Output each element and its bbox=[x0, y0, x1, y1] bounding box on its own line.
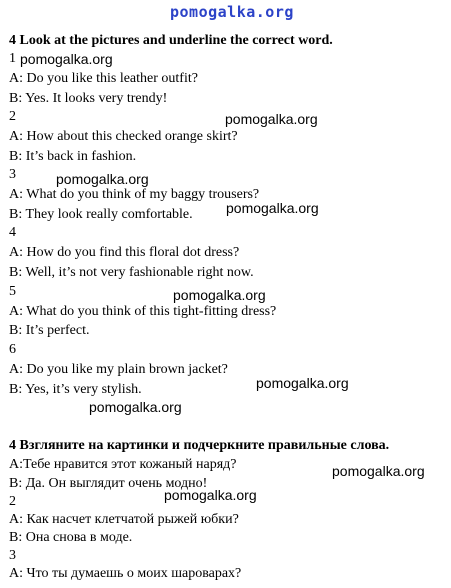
dialog-line-b-6: B: Yes, it’s very stylish. bbox=[9, 382, 142, 397]
dialog-line-b-1: B: Yes. It looks very trendy! bbox=[9, 91, 168, 106]
watermark: pomogalka.org bbox=[56, 171, 149, 187]
dialog-line-a-3: A: What do you think of my baggy trousers? bbox=[9, 187, 260, 202]
dialog-line-b-5: B: It’s perfect. bbox=[9, 323, 90, 338]
item-number-4: 4 bbox=[9, 225, 16, 240]
ru-dialog-line-a-2: A: Как насчет клетчатой рыжей юбки? bbox=[9, 512, 239, 527]
watermark: pomogalka.org bbox=[89, 399, 182, 415]
dialog-line-b-4: B: Well, it’s not very fashionable right now. bbox=[9, 265, 254, 280]
dialog-line-b-2: B: It’s back in fashion. bbox=[9, 149, 137, 164]
watermark-top: pomogalka.org bbox=[170, 3, 294, 21]
item-number-3: 3 bbox=[9, 167, 16, 182]
watermark: pomogalka.org bbox=[332, 463, 425, 479]
item-number-5: 5 bbox=[9, 284, 16, 299]
watermark: pomogalka.org bbox=[226, 200, 319, 216]
item-number-1: 1 bbox=[9, 51, 16, 66]
dialog-line-a-6: A: Do you like my plain brown jacket? bbox=[9, 362, 228, 377]
dialog-line-b-3: B: They look really comfortable. bbox=[9, 207, 193, 222]
dialog-line-a-4: A: How do you find this floral dot dress? bbox=[9, 245, 240, 260]
exercise-heading-russian: 4 Взгляните на картинки и подчеркните правильные слова. bbox=[9, 438, 390, 453]
dialog-line-a-1: A: Do you like this leather outfit? bbox=[9, 71, 198, 86]
ru-dialog-line-a-3: A: Что ты думаешь о моих шароварах? bbox=[9, 566, 242, 581]
ru-item-number-3: 3 bbox=[9, 548, 16, 563]
item-number-2: 2 bbox=[9, 109, 16, 124]
watermark: pomogalka.org bbox=[256, 375, 349, 391]
watermark: pomogalka.org bbox=[164, 487, 257, 503]
dialog-line-a-2: A: How about this checked orange skirt? bbox=[9, 129, 238, 144]
ru-dialog-line-a-1: A:Тебе нравится этот кожаный наряд? bbox=[9, 457, 237, 472]
ru-dialog-line-b-1: B: Да. Он выглядит очень модно! bbox=[9, 476, 208, 491]
watermark: pomogalka.org bbox=[225, 111, 318, 127]
exercise-heading-english: 4 Look at the pictures and underline the correct word. bbox=[9, 33, 333, 48]
ru-dialog-line-b-2: B: Она снова в моде. bbox=[9, 530, 133, 545]
dialog-line-a-5: A: What do you think of this tight-fitting dress? bbox=[9, 304, 277, 319]
ru-item-number-2: 2 bbox=[9, 494, 16, 509]
watermark: pomogalka.org bbox=[20, 51, 113, 67]
watermark: pomogalka.org bbox=[173, 287, 266, 303]
item-number-6: 6 bbox=[9, 342, 16, 357]
